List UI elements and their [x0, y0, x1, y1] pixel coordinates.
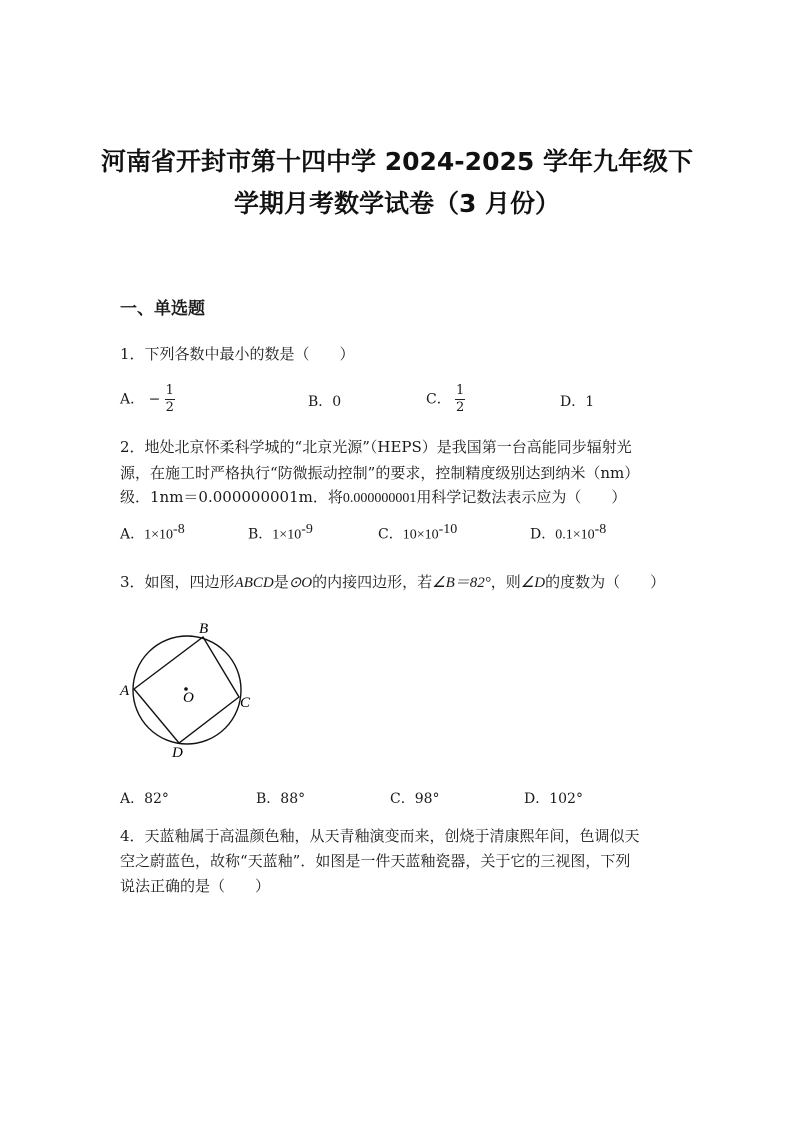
q1-option-c[interactable] — [426, 384, 465, 415]
q3-diagram — [112, 618, 262, 763]
q2-line2: 源，在施工时严格执行“防微振动控制”的要求，控制精度级别达到纳米（nm） — [120, 464, 640, 482]
q3-stem-post: 的度数为（ ） — [545, 573, 666, 591]
q2-option-c[interactable] — [378, 522, 457, 544]
option-base: 10×10 — [402, 527, 439, 543]
option-label: C． — [378, 526, 403, 543]
q3-option-c[interactable]: C．98° — [390, 791, 440, 807]
q1-option-a-sign: − — [148, 391, 161, 408]
label-b: B — [199, 621, 209, 637]
q3-stem-pre: 3．如图，四边形 — [120, 573, 235, 591]
q4-line2: 空之蔚蓝色，故称“天蓝釉”．如图是一件天蓝釉瓷器，关于它的三视图，下列 — [120, 852, 631, 870]
q2-line1: 2．地处北京怀柔科学城的“北京光源”（HEPS）是我国第一台高能同步辐射光 — [120, 438, 632, 456]
q2-line3-post: 用科学记数法表示应为（ ） — [416, 488, 627, 506]
q4-line1: 4．天蓝釉属于高温颜色釉，从天青釉演变而来，创烧于清康熙年间，色调似天 — [120, 827, 640, 845]
q2-option-a[interactable] — [120, 522, 185, 544]
option-label: B． — [248, 526, 273, 543]
option-exponent: -8 — [594, 522, 607, 537]
option-exponent: -9 — [301, 522, 313, 537]
option-label: D． — [530, 526, 556, 543]
q3-circle-symbol: ⊙O — [288, 575, 313, 591]
q3-angle-d: ∠D — [520, 575, 546, 591]
q3-angle-b: ∠B＝82° — [432, 575, 491, 591]
q3-option-a[interactable]: A．82° — [120, 791, 169, 807]
q3-option-d[interactable]: D．102° — [524, 791, 583, 807]
q3-stem-mid2: 的内接四边形，若 — [312, 573, 433, 591]
label-a: A — [120, 683, 130, 699]
q3-stem — [120, 571, 665, 592]
exam-title-line2: 学期月考数学试卷（3 月份） — [233, 189, 561, 218]
q1-stem: 1．下列各数中最小的数是（ ） — [120, 345, 355, 363]
q2-option-d[interactable] — [530, 522, 606, 544]
q2-line3-number: 0.000000001 — [342, 491, 417, 506]
q1-option-a-label: A． — [120, 391, 145, 408]
label-c: C — [240, 695, 251, 711]
q1-option-c-label: C． — [426, 391, 451, 408]
option-base: 0.1×10 — [555, 527, 595, 543]
numerator: 1 — [456, 383, 465, 398]
q1-option-d[interactable]: D．1 — [560, 394, 595, 410]
option-base: 1×10 — [144, 527, 174, 543]
label-d: D — [172, 745, 183, 761]
q3-stem-mid1: 是 — [273, 573, 289, 591]
q1-option-a[interactable] — [120, 384, 175, 415]
exam-title-line1: 河南省开封市第十四中学 2024-2025 学年九年级下 — [101, 147, 693, 176]
q3-quad-name: ABCD — [234, 575, 274, 591]
numerator: 1 — [165, 383, 174, 398]
denominator: 2 — [165, 400, 174, 415]
option-exponent: -10 — [438, 522, 458, 537]
q1-option-b[interactable]: B．0 — [308, 394, 342, 410]
q3-option-b[interactable]: B．88° — [256, 791, 306, 807]
q3-stem-mid3: ，则 — [490, 573, 521, 591]
section-heading: 一、单选题 — [120, 299, 205, 319]
q1-option-a-fraction — [165, 384, 175, 415]
label-o: O — [183, 690, 194, 706]
q2-option-b[interactable] — [248, 522, 313, 544]
denominator: 2 — [456, 400, 465, 415]
q1-option-c-fraction — [455, 384, 465, 415]
q2-line3 — [120, 486, 626, 507]
option-exponent: -8 — [173, 522, 185, 537]
q2-line3-pre: 级．1nm＝0.000000001m．将 — [120, 488, 343, 506]
q4-line3: 说法正确的是（ ） — [120, 877, 271, 895]
option-label: A． — [120, 526, 145, 543]
option-base: 1×10 — [272, 527, 302, 543]
